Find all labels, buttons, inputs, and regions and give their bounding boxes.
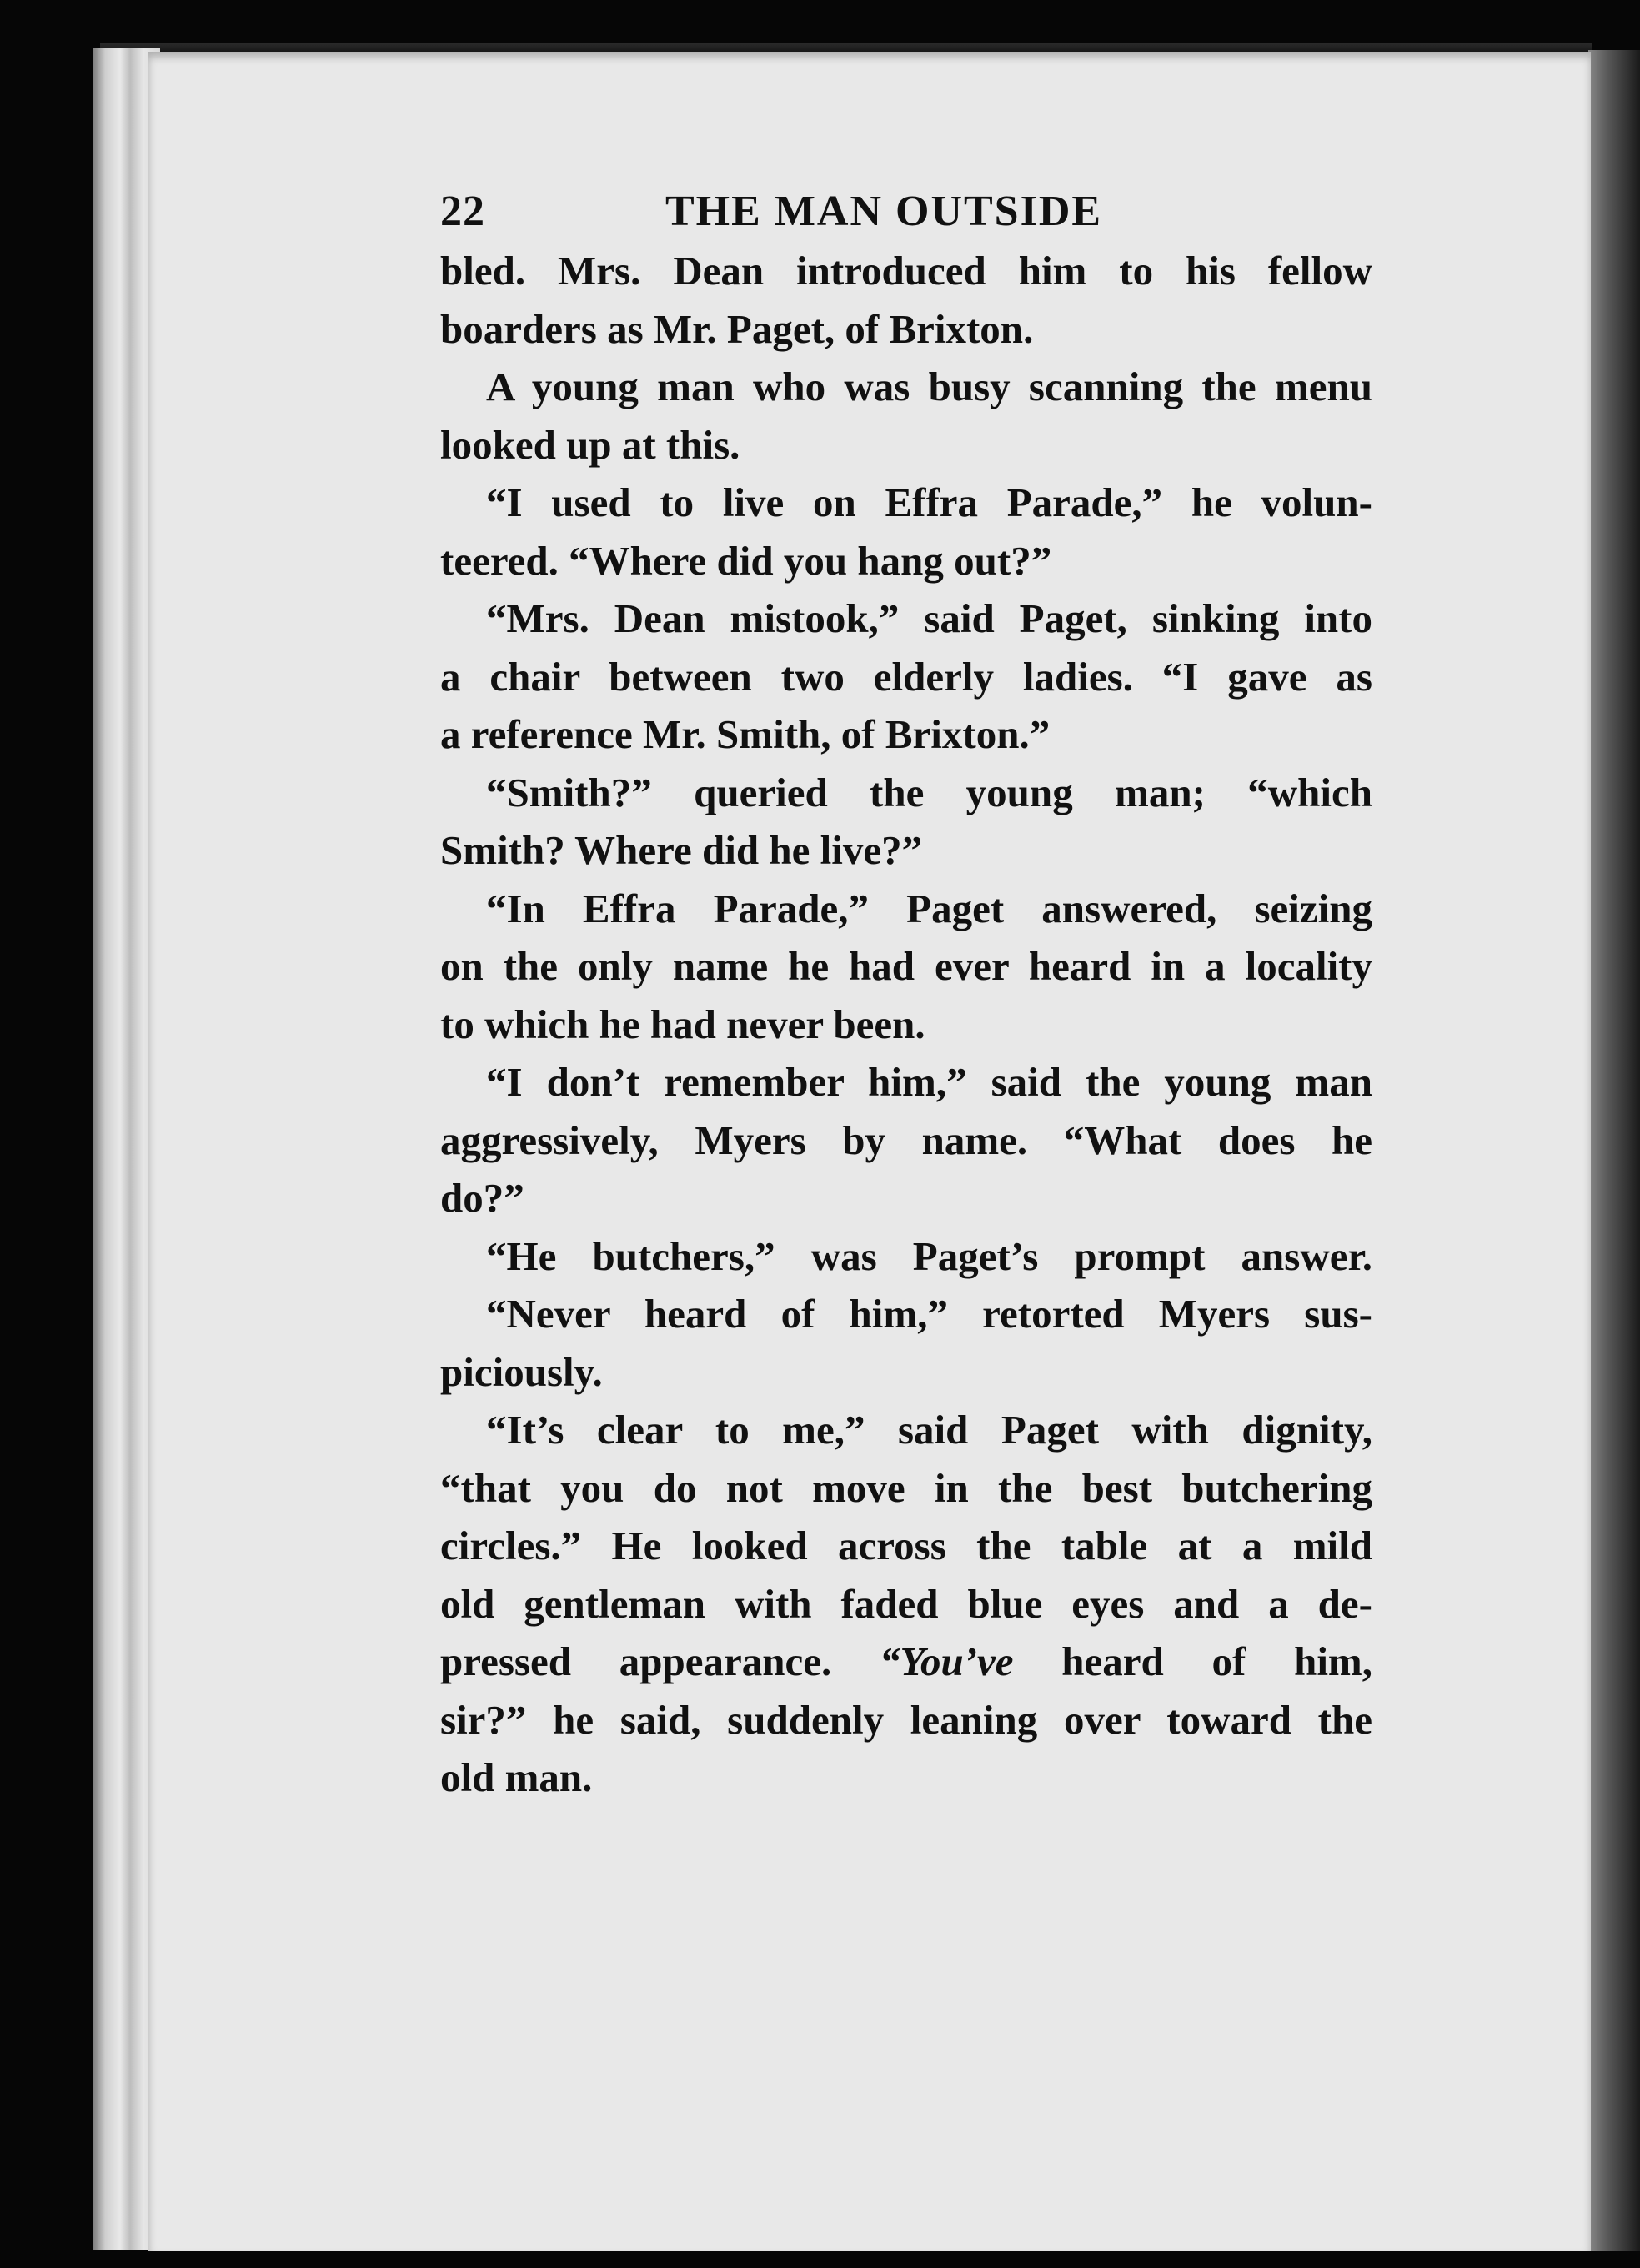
text-line: to which he had never been. <box>440 1001 925 1047</box>
text-line: old man. <box>440 1754 593 1800</box>
page-number: 22 <box>440 188 485 235</box>
text-line: a chair between two elderly ladies. “I gave as <box>440 653 1372 700</box>
text-line: boarders as Mr. Paget, of Brixton. <box>440 305 1034 352</box>
running-head <box>440 175 1372 242</box>
text-line: “Never heard of him,” retorted Myers sus- <box>486 1291 1372 1337</box>
italic-text: “You’ve <box>879 1638 1014 1684</box>
text-line: Smith? Where did he live?” <box>440 827 923 873</box>
text-line: “I used to live on Effra Parade,” he volun- <box>486 479 1372 525</box>
text-line: bled. Mrs. Dean introduced him to his fellow <box>440 248 1372 294</box>
page-edge-right <box>1588 50 1640 2251</box>
text-line: “He butchers,” was Paget’s prompt answer. <box>486 1232 1372 1279</box>
page-text-block <box>440 175 1372 1807</box>
text-line: circles.” He looked across the table at a mild <box>440 1523 1372 1568</box>
text-line-mixed <box>440 1633 1372 1691</box>
text-line: “that you do not move in the best butchering <box>440 1464 1372 1511</box>
text-line: a reference Mr. Smith, of Brixton.” <box>440 711 1051 757</box>
text-line: teered. “Where did you hang out?” <box>440 537 1052 584</box>
text-line: “Mrs. Dean mistook,” said Paget, sinking into <box>486 595 1372 641</box>
text-line: looked up at this. <box>440 421 740 468</box>
text-line: old gentleman with faded blue eyes and a de- <box>440 1580 1372 1627</box>
text-line: sir?” he said, suddenly leaning over toward the <box>440 1696 1372 1743</box>
running-title: THE MAN OUTSIDE <box>665 188 1103 235</box>
text-line: “Smith?” queried the young man; “which <box>486 769 1372 815</box>
text-line: piciously. <box>440 1348 603 1395</box>
text-line: do?” <box>440 1175 524 1221</box>
text-line: on the only name he had ever heard in a locality <box>440 943 1372 989</box>
text-line: A young man who was busy scanning the menu <box>486 364 1372 409</box>
text-line: aggressively, Myers by name. “What does he <box>440 1116 1372 1163</box>
text-line: “It’s clear to me,” said Paget with dignity, <box>486 1407 1372 1453</box>
text-segment: heard of him, <box>1061 1638 1372 1684</box>
text-segment: pressed appearance. <box>440 1638 832 1684</box>
text-line: “In Effra Parade,” Paget answered, seizing <box>486 885 1372 931</box>
text-line: “I don’t remember him,” said the young man <box>486 1059 1372 1105</box>
